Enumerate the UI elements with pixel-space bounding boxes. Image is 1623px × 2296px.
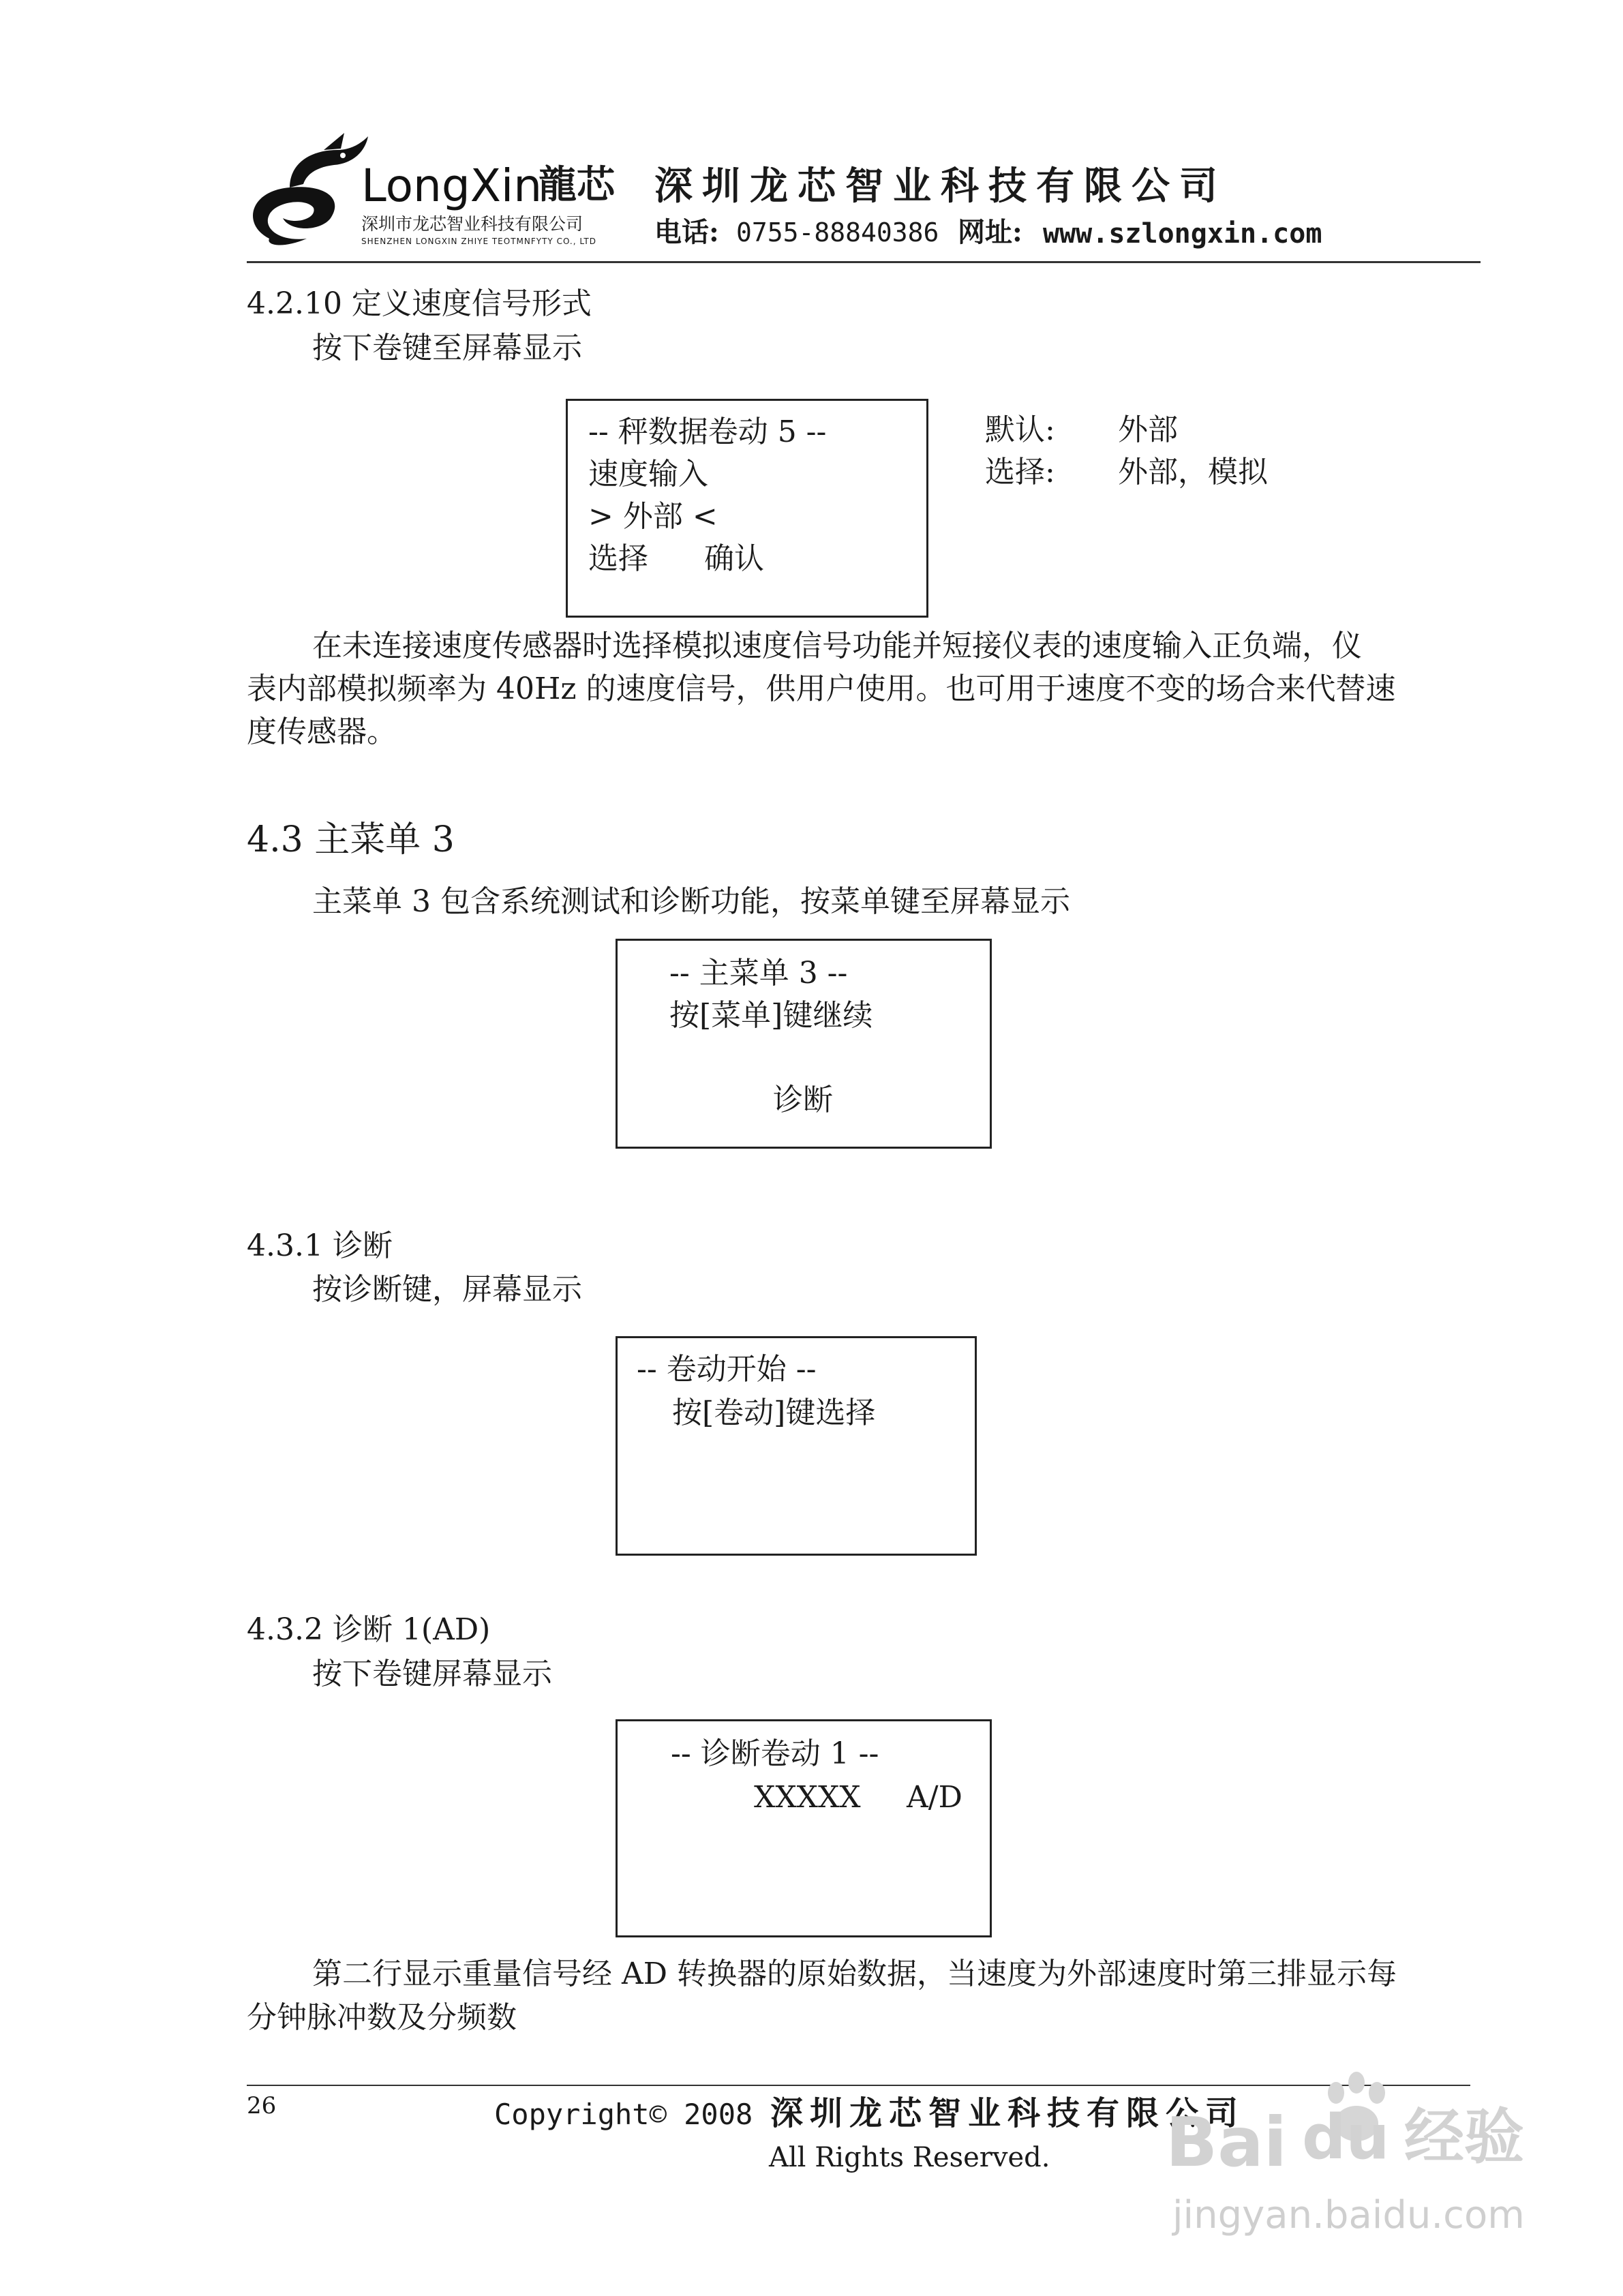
lcd-line-1: -- 秤数据卷动 5 --	[588, 414, 827, 449]
section-4-3-heading: 4.3 主菜单 3	[247, 819, 455, 860]
logo-company-en: SHENZHEN LONGXIN ZHIYE TEOTMNFYTY CO., LTD	[361, 237, 596, 246]
default-value: 外部	[1118, 412, 1178, 447]
section-4-3-1-heading: 4.3.1 诊断	[247, 1228, 393, 1263]
lcd-line-2: 速度输入	[588, 457, 708, 492]
lcd-line-1: -- 诊断卷动 1 --	[671, 1736, 879, 1771]
options-label: 选择:	[985, 455, 1055, 489]
section-4-3-2-instruction: 按下卷键屏幕显示	[312, 1657, 552, 1691]
section-4-2-10-heading: 4.2.10 定义速度信号形式	[247, 286, 592, 321]
watermark-brand-2: du	[1302, 2102, 1390, 2173]
header-site-label: 网址:	[958, 216, 1022, 248]
watermark-url: jingyan.baidu.com	[1172, 2193, 1525, 2237]
lcd-screen-scroll-start	[616, 1336, 977, 1556]
section-4-2-10-para-line1: 在未连接速度传感器时选择模拟速度信号功能并短接仪表的速度输入正负端，仪	[312, 629, 1362, 663]
section-4-2-10-para-line2: 表内部模拟频率为 40Hz 的速度信号，供用户使用。也可用于速度不变的场合来代替速	[247, 671, 1396, 706]
default-label: 默认:	[985, 412, 1055, 447]
logo-company-cn: 深圳市龙芯智业科技有限公司	[361, 214, 583, 234]
footer-divider	[247, 2085, 1470, 2086]
footer-copyright-company: 深圳龙芯智业科技有限公司	[770, 2094, 1245, 2132]
lcd-line-3: 诊断	[773, 1083, 833, 1117]
footer-rights: All Rights Reserved.	[769, 2142, 1050, 2173]
header-company-name: 深圳龙芯智业科技有限公司	[654, 164, 1227, 209]
lcd-screen-diagnosis-scroll-1	[616, 1719, 992, 1937]
section-4-2-10-instruction: 按下卷键至屏幕显示	[312, 331, 582, 365]
section-4-3-2-para-line1: 第二行显示重量信号经 AD 转换器的原始数据，当速度为外部速度时第三排显示每	[312, 1957, 1397, 1991]
section-4-3-1-instruction: 按诊断键，屏幕显示	[312, 1272, 582, 1307]
lcd-line-4-confirm: 确认	[704, 541, 764, 576]
footer-copyright-prefix: Copyright© 2008	[494, 2098, 753, 2131]
lcd-line-2: 按[卷动]键选择	[672, 1395, 876, 1430]
section-4-3-intro: 主菜单 3 包含系统测试和诊断功能，按菜单键至屏幕显示	[312, 884, 1070, 919]
lcd-line-2: 按[菜单]键继续	[669, 998, 873, 1033]
watermark-suffix: 经验	[1404, 2102, 1525, 2172]
logo-brand-text: LongXin	[361, 160, 543, 212]
section-4-3-2-heading: 4.3.2 诊断 1(AD)	[247, 1612, 491, 1647]
header-phone: 0755-88840386	[736, 217, 939, 247]
header-phone-label: 电话:	[654, 216, 719, 248]
lcd-line-1: -- 主菜单 3 --	[669, 956, 848, 991]
header-site: www.szlongxin.com	[1043, 218, 1322, 250]
longxin-dragon-logo-icon	[242, 130, 371, 252]
watermark-brand: Bai	[1166, 2102, 1287, 2182]
section-4-3-2-para-line2: 分钟脉冲数及分频数	[247, 2000, 517, 2035]
options-value: 外部，模拟	[1118, 455, 1268, 489]
lcd-line-3: > 外部 <	[588, 499, 718, 534]
lcd-screen-speed-input	[566, 399, 928, 618]
lcd-line-2-value: XXXXX	[754, 1780, 861, 1815]
logo-chinese-text: 龍芯	[539, 162, 615, 207]
lcd-line-4-select: 选择	[588, 541, 648, 576]
lcd-line-2-unit: A/D	[907, 1780, 962, 1815]
lcd-screen-main-menu-3	[616, 939, 992, 1149]
footer-page-number: 26	[247, 2092, 277, 2119]
header-divider	[247, 261, 1481, 263]
lcd-line-1: -- 卷动开始 --	[637, 1352, 817, 1387]
section-4-2-10-para-line3: 度传感器。	[247, 714, 397, 749]
